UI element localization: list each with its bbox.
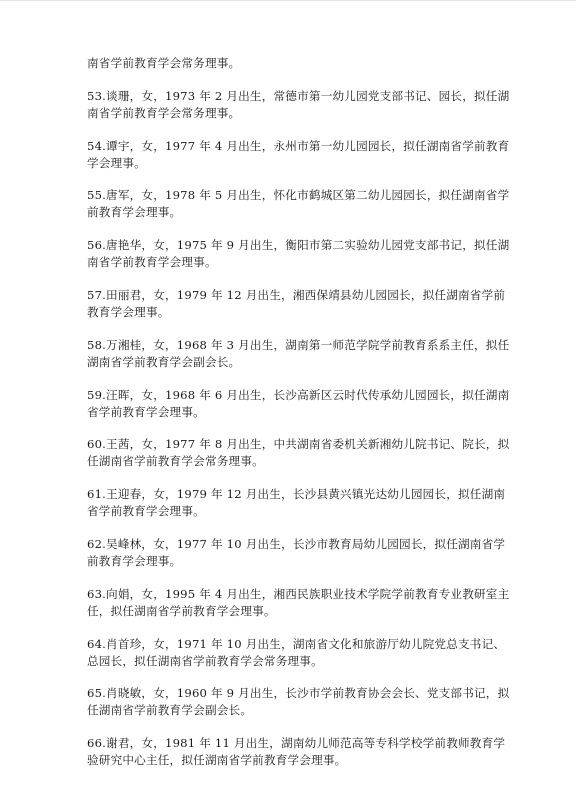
paragraph-gap xyxy=(87,122,497,138)
text-line: 前教育学会理事。 xyxy=(87,205,182,220)
text-line: 教育学会理事。 xyxy=(87,304,170,319)
text-line: 湖南省学前教育学会副会长。 xyxy=(87,354,241,369)
paragraph-gap xyxy=(87,719,497,735)
text-line: 55.唐军，女，1978 年 5 月出生，怀化市鹤城区第二幼儿园园长，拟任湖南省学 xyxy=(87,188,510,203)
paragraph-gap xyxy=(87,371,497,387)
paragraph-gap xyxy=(87,172,497,188)
paragraph-gap xyxy=(87,321,497,337)
paragraph-gap xyxy=(87,221,497,237)
text-line: 61.王迎春，女，1979 年 12 月出生，长沙县黄兴镇光达幼儿园园长，拟任湖南 xyxy=(87,487,506,502)
text-line: 60.王茜，女，1977 年 8 月出生，中共湖南省委机关新湘幼儿院书记、院长，拟 xyxy=(87,437,510,452)
text-line: 验研究中心主任，拟任湖南省学前教育学会理事。 xyxy=(87,753,347,768)
text-line: 学会理事。 xyxy=(87,155,146,170)
paragraph-gap xyxy=(87,570,497,586)
text-line: 任，拟任湖南省学前教育学会理事。 xyxy=(87,603,276,618)
paragraph-gap xyxy=(87,670,497,686)
text-line: 省学前教育学会理事。 xyxy=(87,404,205,419)
text-line: 任湖南省学前教育学会常务理事。 xyxy=(87,454,264,469)
text-line: 56.唐艳华，女，1975 年 9 月出生，衡阳市第二实验幼儿园党支部书记，拟任湖 xyxy=(87,238,510,253)
text-line: 66.谢君，女，1981 年 11 月出生，湖南幼儿师范高等专科学校学前教师教育学 xyxy=(87,736,506,751)
text-line: 53.谈珊，女，1973 年 2 月出生，常德市第一幼儿园党支部书记、园长，拟任湖 xyxy=(87,88,510,103)
text-line: 59.汪晖，女，1968 年 6 月出生，长沙高新区云时代传承幼儿园园长，拟任湖南 xyxy=(87,387,510,402)
text-line: 62.吴峰林，女，1977 年 10 月出生，长沙市教育局幼儿园园长，拟任湖南省学 xyxy=(87,536,506,551)
text-line: 任湖南省学前教育学会副会长。 xyxy=(87,703,253,718)
text-line: 南省学前教育学会理事。 xyxy=(87,255,217,270)
text-line: 64.肖首珍，女，1971 年 10 月出生，湖南省文化和旅游厅幼儿院党总支书记、 xyxy=(87,636,506,651)
text-line: 58.万湘桂，女，1968 年 3 月出生，湖南第一师范学院学前教育系系主任，拟任 xyxy=(87,337,510,352)
text-line: 54.谭宇，女，1977 年 4 月出生，永州市第一幼儿园园长，拟任湖南省学前教育 xyxy=(87,138,510,153)
text-line: 南省学前教育学会常务理事。 xyxy=(87,56,241,70)
document-body xyxy=(87,55,510,769)
text-line: 南省学前教育学会常务理事。 xyxy=(87,105,241,120)
paragraph-gap xyxy=(87,620,497,636)
text-line: 57.田丽君，女，1979 年 12 月出生，湘西保靖县幼儿园园长，拟任湖南省学前 xyxy=(87,287,506,302)
text-line: 省学前教育学会理事。 xyxy=(87,504,205,519)
text-line: 前教育学会理事。 xyxy=(87,553,182,568)
text-line: 63.向娟，女，1995 年 4 月出生，湘西民族职业技术学院学前教育专业教研室主 xyxy=(87,586,510,601)
paragraph-gap xyxy=(87,72,497,88)
text-line: 总园长，拟任湖南省学前教育学会常务理事。 xyxy=(87,653,323,668)
paragraph-gap xyxy=(87,520,497,536)
paragraph-gap xyxy=(87,271,497,287)
paragraph-gap xyxy=(87,421,497,437)
paragraph-gap xyxy=(87,470,497,486)
text-line: 65.肖晓敏，女，1960 年 9 月出生，长沙市学前教育协会会长、党支部书记，拟 xyxy=(87,686,510,701)
